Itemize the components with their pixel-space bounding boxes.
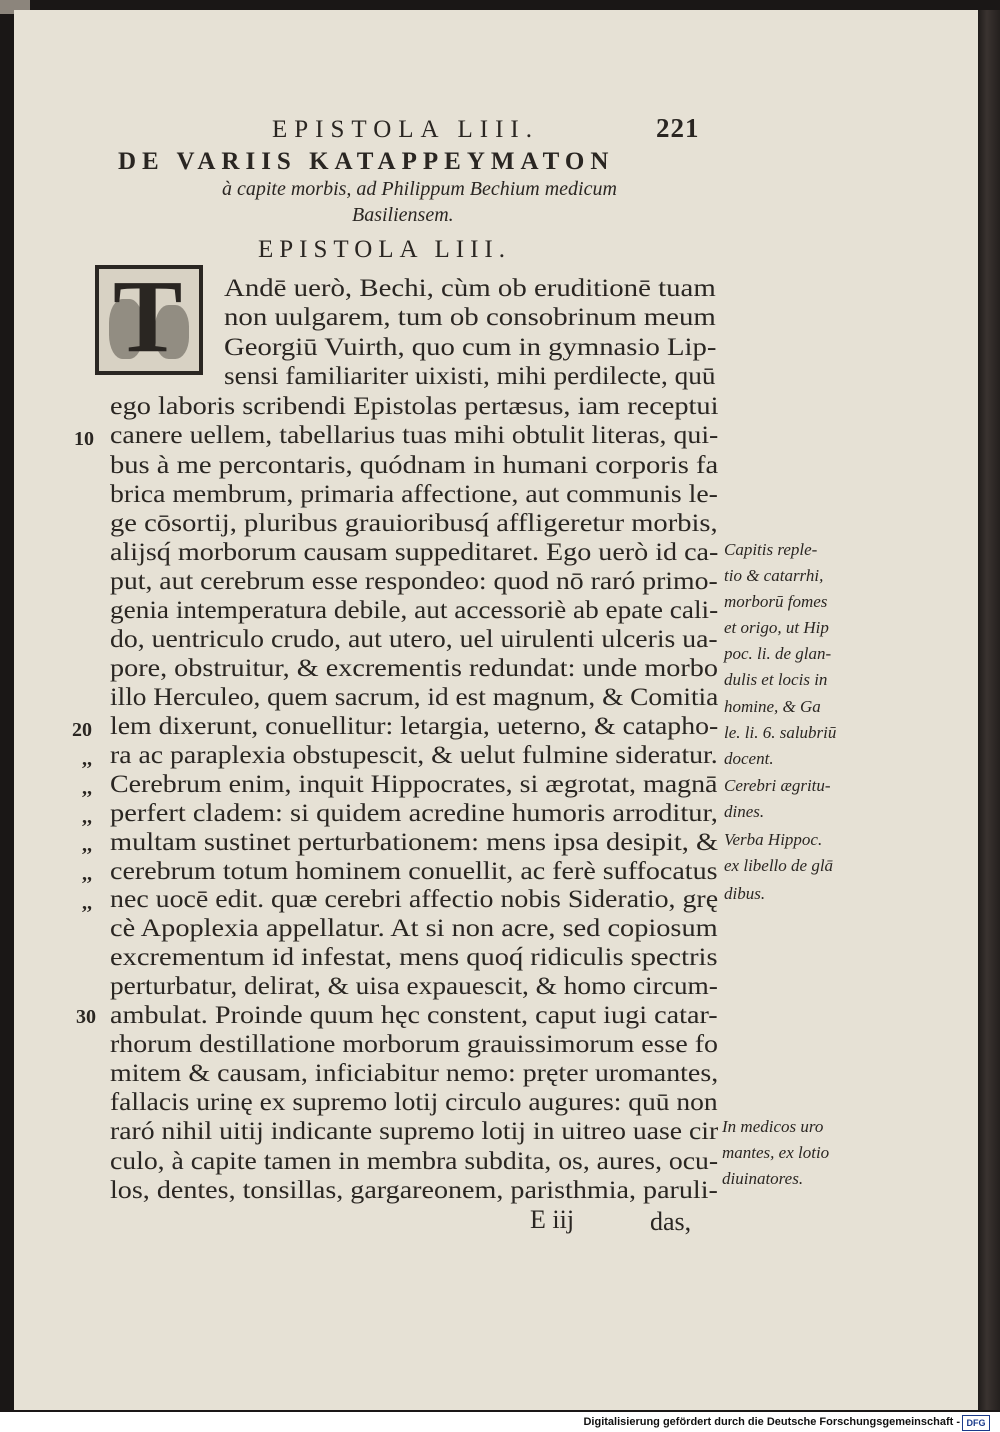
body-line: perturbatur, delirat, & uisa expauescit, & homo circum- [110,971,718,1000]
margin-note-line: dulis et locis in [724,670,828,689]
body-line: multam sustinet perturbationem: mens ipsa desipit, & [110,827,719,856]
margin-note-line: mantes, ex lotio [722,1143,830,1162]
body-line: canere uellem, tabellarius tuas mihi obtulit literas, qui- [110,420,719,449]
body-line: genia intemperatura debile, aut accessoriè ab epate cali- [110,595,719,624]
running-head: EPISTOLA LIII. [272,116,539,143]
margin-note-line: morborū fomes [724,592,828,611]
body-line: alijsq́ morborum causam suppeditaret. Ego uerò id ca- [110,537,719,566]
body-line: los, dentes, tonsillas, gargareonem, paristhmia, paruli- [110,1175,718,1204]
body-line: ambulat. Proinde quum hęc constent, caput iugi catar- [110,1000,718,1029]
body-line: ge cōsortij, pluribus grauioribusq́ affligeretur morbis, [110,508,718,537]
body-line: mitem & causam, inficiabitur nemo: pręter uromantes, [110,1058,719,1087]
decorated-initial [95,259,203,375]
margin-note-line: In medicos uro [722,1117,824,1136]
body-line: brica membrum, primaria affectione, aut communis le- [110,479,718,508]
body-line: non uulgarem, tum ob consobrinum meum [224,302,716,331]
body-line: put, aut cerebrum esse respondeo: quod nō raró primo- [110,566,718,595]
margin-note-line: dines. [724,802,765,821]
body-line: ra ac paraplexia obstupescit, & uelut fulmine sideratur. [110,740,718,769]
quote-mark: ,, [82,806,92,828]
margin-note-line: tio & catarrhi, [724,566,824,585]
quote-mark: ,, [82,892,92,914]
book-spine-edge [978,10,1000,1410]
body-line: ego laboris scribendi Epistolas pertæsus, iam receptui [110,391,719,420]
quote-mark: ,, [82,777,92,799]
margin-note-line: Cerebri ægritu- [724,776,831,795]
letter-title-line-1: DE VARIIS KATAPPEYMATON [118,148,615,175]
epistle-subheading: EPISTOLA LIII. [258,236,511,263]
initial-letter: T [113,259,183,374]
quote-mark: ,, [82,748,92,770]
quote-mark: ,, [82,863,92,885]
body-line: illo Herculeo, quem sacrum, id est magnum, & Comitia [110,682,719,711]
margin-note-line: et origo, ut Hip [724,618,829,637]
letter-title-line-2: à capite morbis, ad Philippum Bechium medicum [222,178,617,200]
folio-number: 221 [656,113,700,143]
body-line: culo, à capite tamen in membra subdita, os, aures, ocu- [110,1146,719,1175]
line-number: 10 [74,428,94,450]
body-line: nec uocē edit. quæ cerebri affectio nobis Sideratio, grę [110,884,719,913]
margin-note-line: ex libello de glā [724,856,834,875]
margin-note-line: docent. [724,749,774,768]
body-line: Cerebrum enim, inquit Hippocrates, si ægrotat, magnā [110,769,718,798]
body-line: cè Apoplexia appellatur. At si non acre, sed copiosum [110,913,718,942]
dfg-logo: DFG [962,1415,990,1431]
digitization-credit: Digitalisierung gefördert durch die Deutsche Forschungsgemeinschaft - [583,1416,960,1428]
margin-note-line: homine, & Ga [724,697,821,716]
line-number: 20 [72,719,92,741]
body-line: sensi familiariter uixisti, mihi perdilecte, quū [224,361,716,390]
body-line: perfert cladem: si quidem acredine humoris arroditur, [110,798,718,827]
margin-note-line: Verba Hippoc. [724,830,823,849]
body-line: Georgiū Vuirth, quo cum in gymnasio Lip- [224,332,717,361]
catchword: das, [650,1207,692,1236]
margin-note-line: diuinatores. [722,1169,804,1188]
body-line: raró nihil uitij indicante supremo lotij in uitreo uase cir [110,1116,719,1145]
body-line: cerebrum totum hominem conuellit, ac ferè suffocatus [110,856,718,885]
body-line: excrementum id infestat, mens quoq́ ridiculis spectris [110,942,718,971]
signature-mark: E iij [530,1205,575,1234]
line-number: 30 [76,1006,96,1028]
margin-note-line: dibus. [724,884,766,903]
margin-note-line: le. li. 6. salubriū [724,723,837,742]
body-line: do, uentriculo crudo, aut utero, uel uirulenti ulceris ua- [110,624,718,653]
body-line: Andē uerò, Bechi, cùm ob eruditionē tuam [224,273,716,302]
body-line: lem dixerunt, conuellitur: letargia, ueterno, & catapho- [110,711,719,740]
quote-mark: ,, [82,834,92,856]
letter-title-line-3: Basiliensem. [352,204,454,226]
body-line: pore, obstruitur, & excrementis redundat: unde morbo [110,653,718,682]
margin-note-line: Capitis reple- [724,540,818,559]
margin-note-line: poc. li. de glan- [724,644,832,663]
body-line: bus à me percontaris, quódnam in humani corporis fa [110,450,719,479]
body-line: fallacis urinę ex supremo lotij circulo augures: quū non [110,1087,718,1116]
body-line: rhorum destillatione morborum grauissimorum esse fo [110,1029,718,1058]
